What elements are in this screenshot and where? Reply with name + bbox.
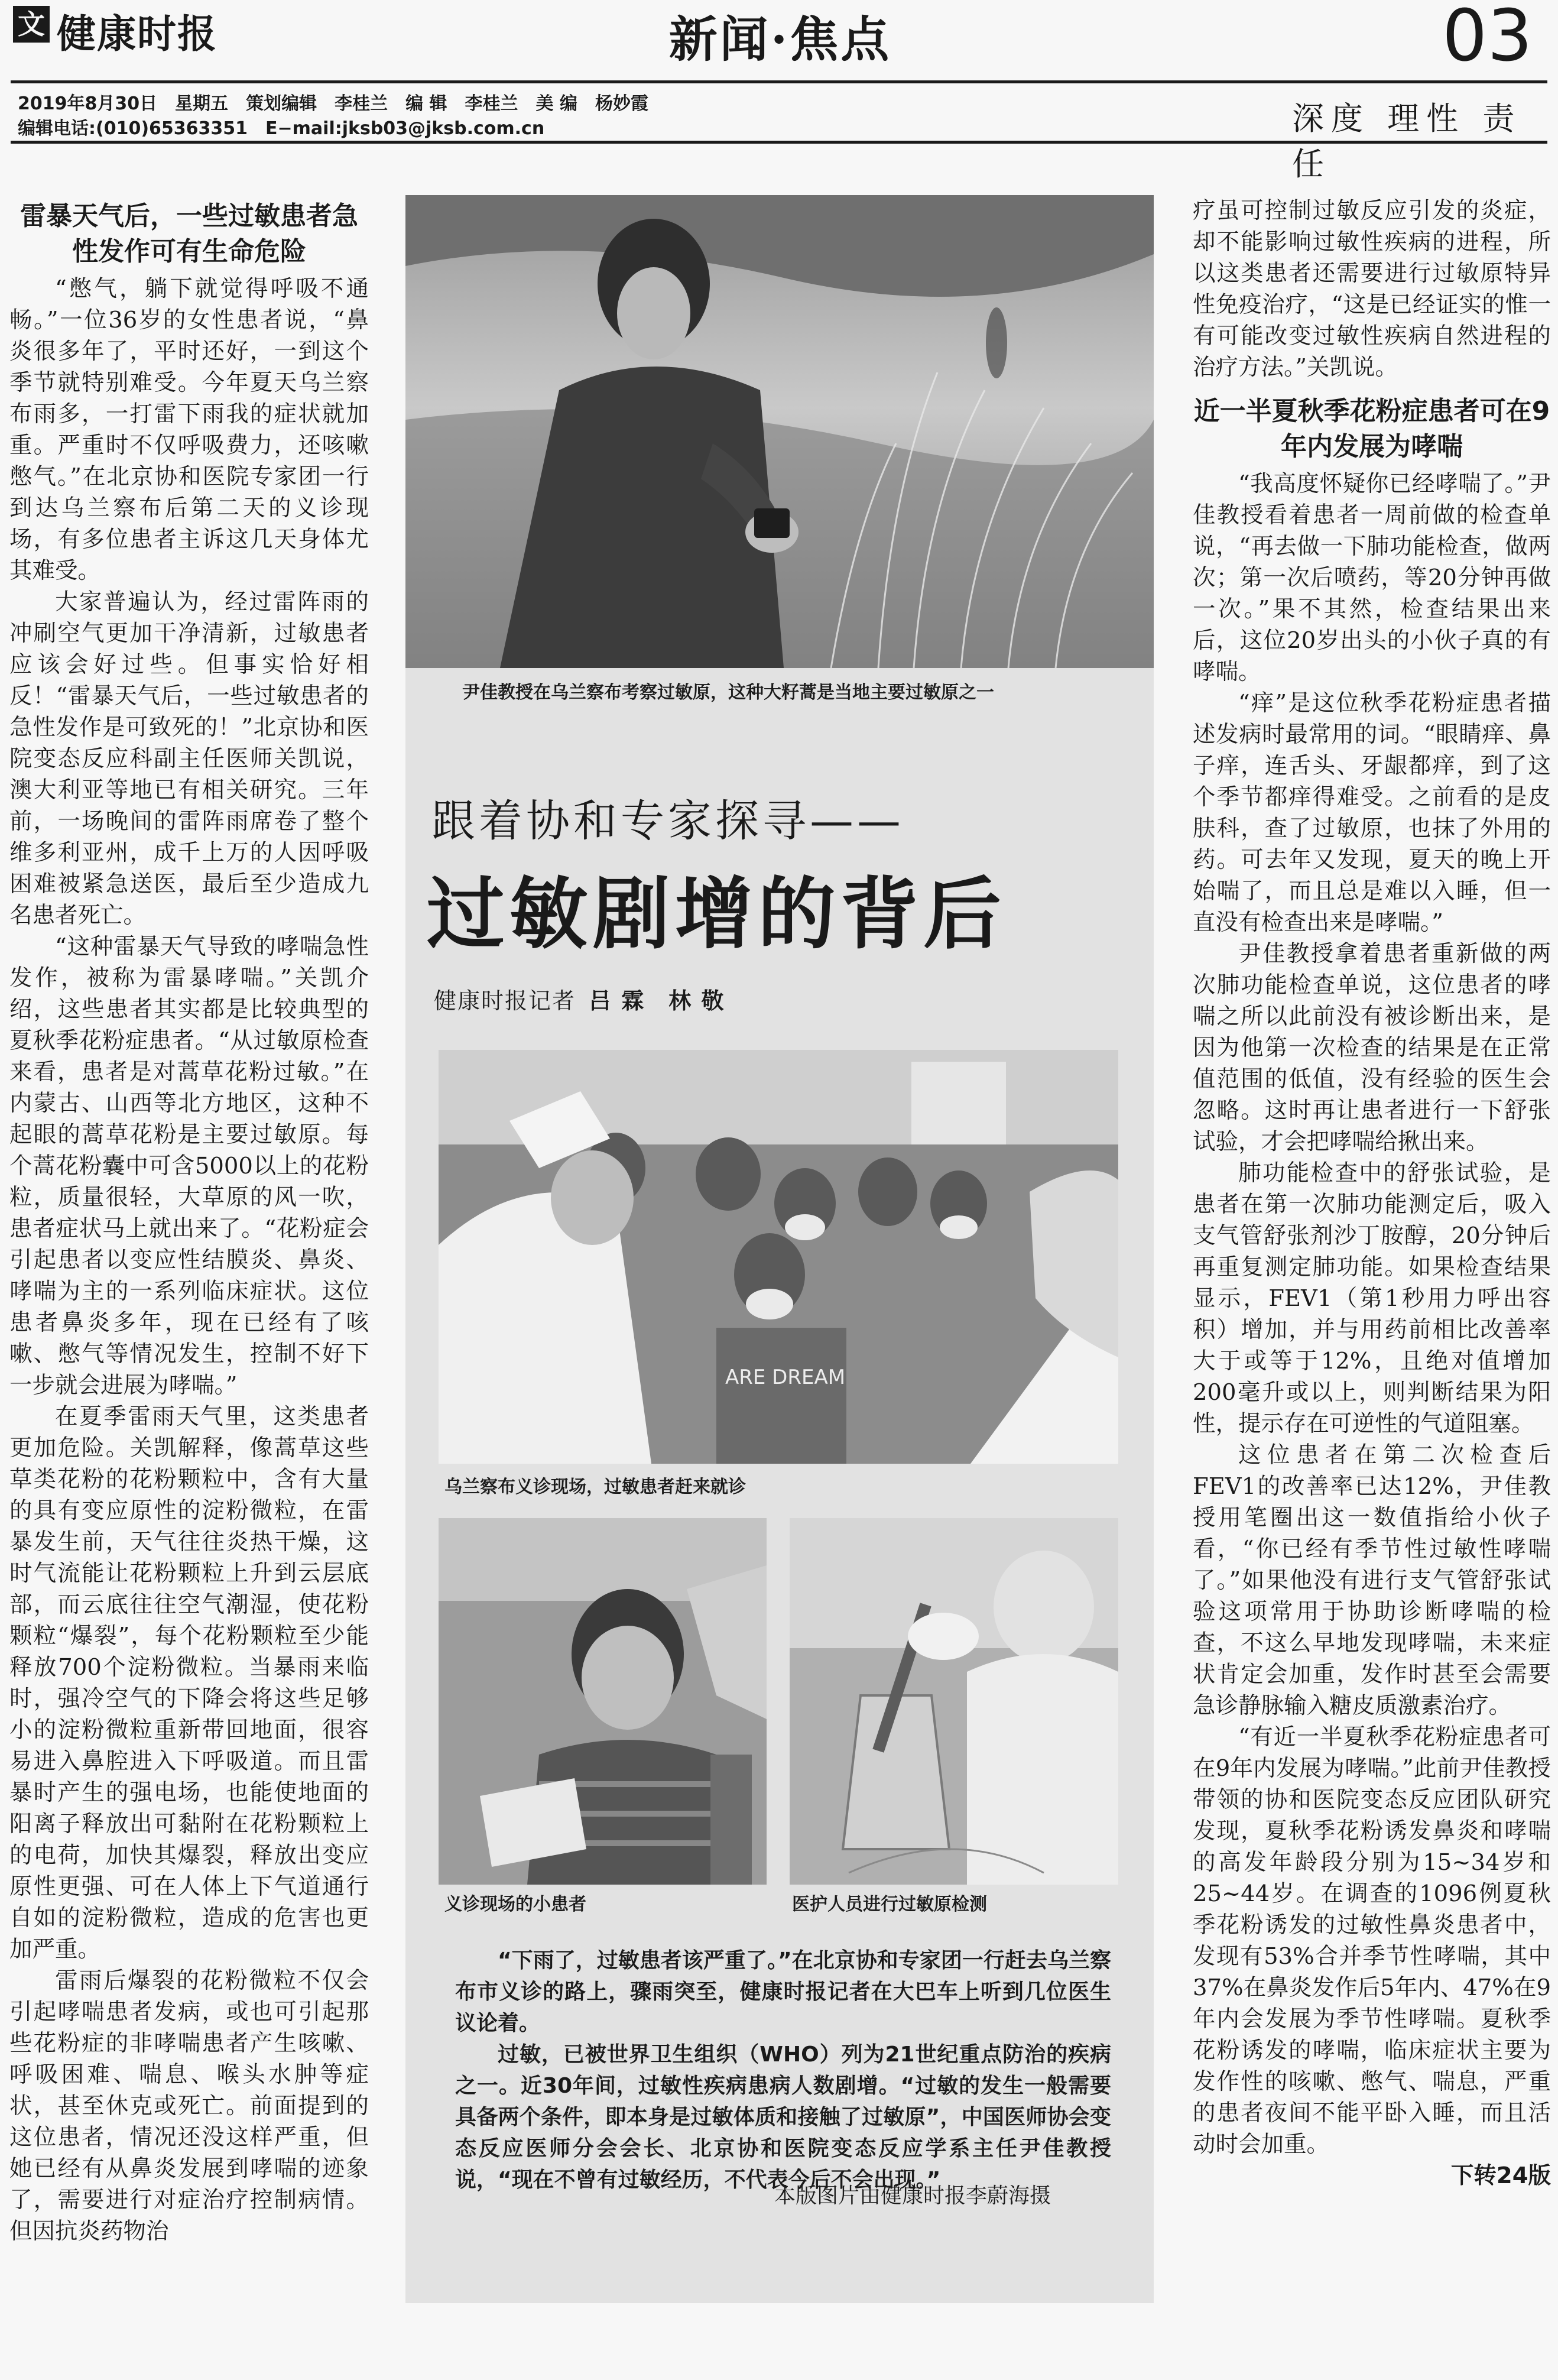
caption-photo3: 义诊现场的小患者 bbox=[444, 1894, 586, 1915]
newspaper-logo-icon: 文 bbox=[13, 6, 50, 43]
caption-photo2: 乌兰察布义诊现场，过敏患者赶来就诊 bbox=[444, 1477, 746, 1497]
caption-photo4: 医护人员进行过敏原检测 bbox=[792, 1894, 987, 1915]
right-paragraph: 这位患者在第二次检查后FEV1的改善率已达12%，尹佳教授用笔圈出这一数值指给小伙子看，“你已经有季节性过敏性哮喘了。”如果他没有进行支气管舒张试验这项常用于协助诊断哮喘的检查，不这么早地发现哮喘，未来症状肯定会加重，发作时甚至会需要急诊静脉输入糖皮质激素治疗。 bbox=[1193, 1442, 1551, 1719]
right-paragraph: “有近一半夏秋季花粉症患者可在9年内发展为哮喘。”此前尹佳教授带领的协和医院变态反应团队研究发现，夏秋季花粉诱发鼻炎和哮喘的高发年龄段分别为15~34岁和25~44岁。在调查的1096例夏秋季花粉诱发的过敏性鼻炎患者中，发现有53%合并季节性哮喘，其中37%在鼻炎发作后5年内、47%在9年内会发展为季节性哮喘。夏秋季花粉诱发的哮喘，临床症状主要为发作性的咳嗽、憋气、喘息，严重的患者夜间不能平卧入睡，而且活动时会加重。 bbox=[1193, 1724, 1551, 2158]
article-kicker: 跟着协和专家探寻—— bbox=[431, 796, 904, 847]
byline-names: 吕 霖 林 敬 bbox=[589, 988, 725, 1014]
photo-professor-field bbox=[405, 195, 1154, 668]
date-editor-line: 2019年8月30日 星期五 策划编辑 李桂兰 编 辑 李桂兰 美 编 杨妙霞 bbox=[18, 93, 649, 114]
photo-young-patient bbox=[439, 1518, 767, 1885]
newspaper-name: 健康时报 bbox=[57, 11, 218, 57]
left-paragraph: “憋气，躺下就觉得呼吸不通畅。”一位36岁的女性患者说，“鼻炎很多年了，平时还好，一到这个季节就特别难受。今年夏天乌兰察布雨多，一打雷下雨我的症状就加重。严重时不仅呼吸费力，还咳嗽憋气。”在北京协和医院专家团一行到达乌兰察布后第二天的义诊现场，有多位患者主诉这几天身体尤其难受。 bbox=[9, 275, 369, 584]
lead-paragraph: 过敏，已被世界卫生组织（WHO）列为21世纪重点防治的疾病之一。近30年间，过敏性疾病患病人数剧增。“过敏的发生一般需要具备两个条件，即本身是过敏体质和接触了过敏原”，中国医师协会变态反应医师分会会长、北京协和医院变态反应学系主任尹佳教授说，“现在不曾有过敏经历，不代表今后不会出现。” bbox=[455, 2042, 1111, 2192]
slogan: 深度 理性 责任 bbox=[1292, 100, 1522, 183]
right-subheading: 近一半夏秋季花粉症患者可在9年内发展为哮喘 bbox=[1193, 396, 1550, 462]
article-headline: 过敏剧增的背后 bbox=[427, 868, 1006, 960]
left-paragraph: 雷雨后爆裂的花粉微粒不仅会引起哮喘患者发病，或也可引起那些花粉症的非哮喘患者产生咳嗽、呼吸困难、喘息、喉头水肿等症状，甚至休克或死亡。前面提到的这位患者，情况还没这样严重，但她已经有从鼻炎发展到哮喘的迹象了，需要进行对症治疗控制病情。但因抗炎药物治 bbox=[9, 1967, 369, 2245]
contact-line: 编辑电话:(010)65363351 E−mail:jksb03@jksb.com.cn bbox=[18, 118, 545, 139]
section-title: 新闻·焦点 bbox=[668, 11, 892, 68]
right-paragraph: 尹佳教授拿着患者重新做的两次肺功能检查单说，这位患者的哮喘之所以此前没有被诊断出来，是因为他第一次检查的结果是在正常值范围的低值，没有经验的医生会忽略。这时再让患者进行一下舒张试验，才会把哮喘给揪出来。 bbox=[1193, 941, 1551, 1155]
left-paragraph: 在夏季雷雨天气里，这类患者更加危险。关凯解释，像蒿草这些草类花粉的花粉颗粒中，含有大量的具有变应原性的淀粉微粒，在雷暴发生前，天气往往炎热干燥，这时气流能让花粉颗粒上升到云层底部，而云底往往空气潮湿，使花粉颗粒“爆裂”，每个花粉颗粒至少能释放700个淀粉微粒。当暴雨来临时，强冷空气的下降会将这些足够小的淀粉微粒重新带回地面，很容易进入鼻腔进入下呼吸道。而且雷暴时产生的强电场，也能使地面的阳离子释放出可黏附在花粉颗粒上的电荷，加快其爆裂，释放出变应原性更强、可在人体上下气道通行自如的淀粉微粒，造成的危害也更加严重。 bbox=[9, 1403, 369, 1963]
page-number: 03 bbox=[1442, 0, 1533, 77]
article-byline bbox=[434, 983, 725, 1015]
header-bottom-rule bbox=[11, 141, 1547, 144]
article-lead bbox=[455, 1945, 1111, 2196]
right-paragraph: “痒”是这位秋季花粉症患者描述发病时最常用的词。“眼睛痒、鼻子痒，连舌头、牙龈都痒，到了这个季节都痒得难受。之前看的是皮肤科，查了过敏原，也抹了外用的药。可去年又发现，夏天的晚上开始喘了，而且总是难以入睡，但一直没有检查出来是哮喘。” bbox=[1193, 690, 1551, 936]
photo-allergen-testing bbox=[790, 1518, 1118, 1885]
photo-credit: 本版图片由健康时报李蔚海摄 bbox=[774, 2184, 1051, 2208]
left-paragraph: “这种雷暴天气导致的哮喘急性发作，被称为雷暴哮喘。”关凯介绍，这些患者其实都是比较典型的夏秋季花粉症患者。“从过敏原检查来看，患者是对蒿草花粉过敏。”在内蒙古、山西等北方地区，这种不起眼的蒿草花粉是主要过敏原。每个蒿花粉囊中可含5000以上的花粉粒，质量很轻，大草原的风一吹，患者症状马上就出来了。“花粉症会引起患者以变应性结膜炎、鼻炎、哮喘为主的一系列临床症状。这位患者鼻炎多年，现在已经有了咳嗽、憋气等情况发生，控制不好下一步就会进展为哮喘。” bbox=[9, 933, 369, 1399]
right-carryover-paragraph: 疗虽可控制过敏反应引发的炎症，却不能影响过敏性疾病的进程，所以这类患者还需要进行过敏原特异性免疫治疗，“这是已经证实的惟一有可能改变过敏性疾病自然进程的治疗方法。”关凯说。 bbox=[1193, 197, 1551, 381]
masthead-rule bbox=[11, 80, 1547, 83]
continued-on-page: 下转24版 bbox=[1450, 2162, 1551, 2189]
lead-paragraph: “下雨了，过敏患者该严重了。”在北京协和专家团一行赶去乌兰察布市义诊的路上，骤雨突至，健康时报记者在大巴车上听到几位医生议论着。 bbox=[455, 1948, 1111, 2035]
right-paragraph: 肺功能检查中的舒张试验，是患者在第一次肺功能测定后，吸入支气管舒张剂沙丁胺醇，20分钟后再重复测定肺功能。如果检查结果显示，FEV1（第1秒用力呼出容积）增加，并与用药前相比改善率大于或等于12%，且绝对值增加200毫升或以上，则判断结果为阳性，提示存在可逆性的气道阻塞。 bbox=[1193, 1160, 1551, 1437]
left-column bbox=[9, 199, 369, 2315]
caption-photo1: 尹佳教授在乌兰察布考察过敏原，这种大籽蒿是当地主要过敏原之一 bbox=[462, 682, 994, 703]
left-paragraph: 大家普遍认为，经过雷阵雨的冲刷空气更加干净清新，过敏患者应该会好过些。但事实恰好相反！“雷暴天气后，一些过敏患者的急性发作是可致死的！”北京协和医院变态反应科副主任医师关凯说，澳大利亚等地已有相关研究。三年前，一场晚间的雷阵雨席卷了整个维多利亚州，成千上万的人因呼吸困难被紧急送医，最后至少造成九名患者死亡。 bbox=[9, 589, 369, 929]
photo-clinic-crowd bbox=[439, 1050, 1118, 1464]
right-paragraph: “我高度怀疑你已经哮喘了。”尹佳教授看着患者一周前做的检查单说，“再去做一下肺功能检查，做两次；第一次后喷药，等20分钟再做一次。”果不其然，检查结果出来后，这位20岁出头的小伙子真的有哮喘。 bbox=[1193, 471, 1551, 685]
byline-prefix: 健康时报记者 bbox=[434, 988, 576, 1014]
left-subheading: 雷暴天气后，一些过敏患者急性发作可有生命危险 bbox=[20, 201, 358, 267]
svg-text:ARE DREAM: ARE DREAM bbox=[725, 1366, 846, 1389]
right-column bbox=[1193, 195, 1551, 2315]
